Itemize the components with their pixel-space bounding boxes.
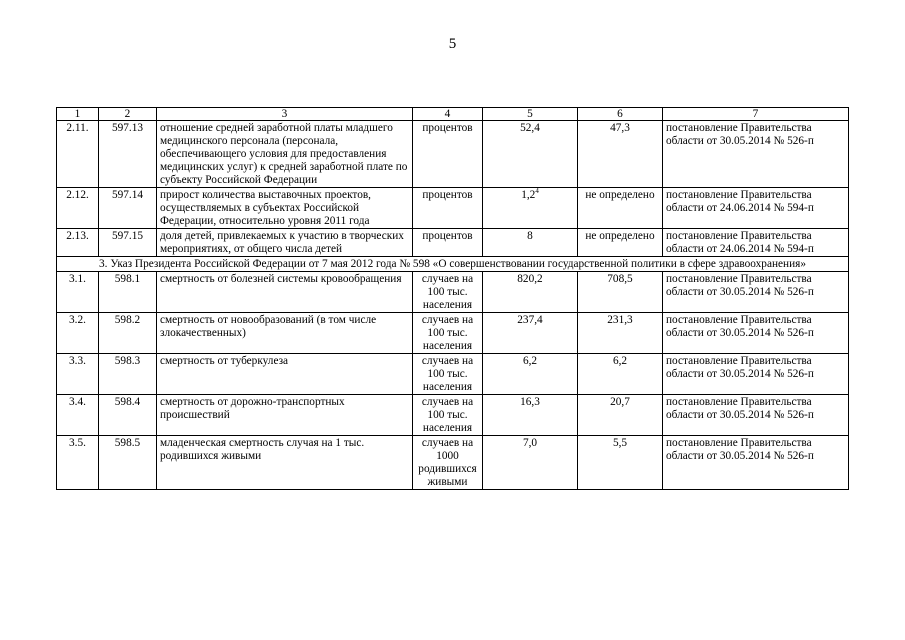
row-number: 2.12. [57, 188, 99, 229]
table-row [57, 354, 849, 395]
header-cell-6: 6 [578, 108, 663, 121]
indicator-code: 598.3 [99, 354, 157, 395]
value-number: 1,2 [521, 189, 536, 201]
section-row [57, 257, 849, 272]
row-number: 3.3. [57, 354, 99, 395]
indicator-code: 597.13 [99, 121, 157, 188]
indicators-table [56, 107, 849, 490]
indicator-code: 598.4 [99, 395, 157, 436]
row-number: 3.2. [57, 313, 99, 354]
indicator-name: смертность от дорожно-транспортных происшествий [157, 395, 413, 436]
header-cell-4: 4 [413, 108, 483, 121]
target: не определено [578, 229, 663, 257]
basis: постановление Правительства области от 30.05.2014 № 526-п [663, 272, 849, 313]
value: 7,0 [483, 436, 578, 490]
value: 6,2 [483, 354, 578, 395]
indicator-name: смертность от болезней системы кровообращения [157, 272, 413, 313]
value-number: 8 [527, 230, 533, 242]
indicator-name: смертность от новообразований (в том числе злокачественных) [157, 313, 413, 354]
footnote-mark: 4 [535, 187, 539, 196]
unit: случаев на 100 тыс. населения [413, 354, 483, 395]
indicator-code: 598.5 [99, 436, 157, 490]
indicator-name: смертность от туберкулеза [157, 354, 413, 395]
header-row [57, 108, 849, 121]
basis: постановление Правительства области от 30.05.2014 № 526-п [663, 354, 849, 395]
target: 20,7 [578, 395, 663, 436]
table-row [57, 272, 849, 313]
unit: процентов [413, 188, 483, 229]
row-number: 2.13. [57, 229, 99, 257]
unit: процентов [413, 229, 483, 257]
header-cell-2: 2 [99, 108, 157, 121]
indicator-name: прирост количества выставочных проектов, осуществляемых в субъектах Российской Федерации, относительно уровня 2011 года [157, 188, 413, 229]
target: 6,2 [578, 354, 663, 395]
table-row [57, 395, 849, 436]
value: 16,3 [483, 395, 578, 436]
basis: постановление Правительства области от 24.06.2014 № 594-п [663, 229, 849, 257]
value: 237,4 [483, 313, 578, 354]
value [483, 229, 578, 257]
indicator-name: доля детей, привлекаемых к участию в творческих мероприятиях, от общего числа детей [157, 229, 413, 257]
table-row [57, 188, 849, 229]
unit: случаев на 1000 родившихся живыми [413, 436, 483, 490]
value [483, 188, 578, 229]
header-cell-3: 3 [157, 108, 413, 121]
table-row [57, 229, 849, 257]
target: 47,3 [578, 121, 663, 188]
row-number: 3.1. [57, 272, 99, 313]
basis: постановление Правительства области от 24.06.2014 № 594-п [663, 188, 849, 229]
indicator-code: 597.15 [99, 229, 157, 257]
value: 820,2 [483, 272, 578, 313]
table-row [57, 436, 849, 490]
basis: постановление Правительства области от 30.05.2014 № 526-п [663, 436, 849, 490]
basis: постановление Правительства области от 30.05.2014 № 526-п [663, 313, 849, 354]
basis: постановление Правительства области от 30.05.2014 № 526-п [663, 121, 849, 188]
unit: процентов [413, 121, 483, 188]
row-number: 2.11. [57, 121, 99, 188]
value-number: 52,4 [520, 122, 540, 134]
target: 5,5 [578, 436, 663, 490]
indicator-code: 598.2 [99, 313, 157, 354]
header-cell-7: 7 [663, 108, 849, 121]
header-cell-5: 5 [483, 108, 578, 121]
target: 231,3 [578, 313, 663, 354]
target: 708,5 [578, 272, 663, 313]
indicator-code: 597.14 [99, 188, 157, 229]
table-row [57, 313, 849, 354]
indicator-name: отношение средней заработной платы младшего медицинского персонала (персонала, обеспечивающего условия для предоставления медицинских услуг) к средней заработной плате по субъекту Российской Федерации [157, 121, 413, 188]
unit: случаев на 100 тыс. населения [413, 313, 483, 354]
indicator-code: 598.1 [99, 272, 157, 313]
target: не определено [578, 188, 663, 229]
value [483, 121, 578, 188]
section-title: 3. Указ Президента Российской Федерации от 7 мая 2012 года № 598 «О совершенствовании государственной политики в сфере здравоохранения» [57, 257, 849, 272]
unit: случаев на 100 тыс. населения [413, 272, 483, 313]
row-number: 3.5. [57, 436, 99, 490]
table-row [57, 121, 849, 188]
header-cell-1: 1 [57, 108, 99, 121]
indicator-name: младенческая смертность случая на 1 тыс. родившихся живыми [157, 436, 413, 490]
unit: случаев на 100 тыс. населения [413, 395, 483, 436]
page-number: 5 [448, 36, 457, 52]
row-number: 3.4. [57, 395, 99, 436]
basis: постановление Правительства области от 30.05.2014 № 526-п [663, 395, 849, 436]
